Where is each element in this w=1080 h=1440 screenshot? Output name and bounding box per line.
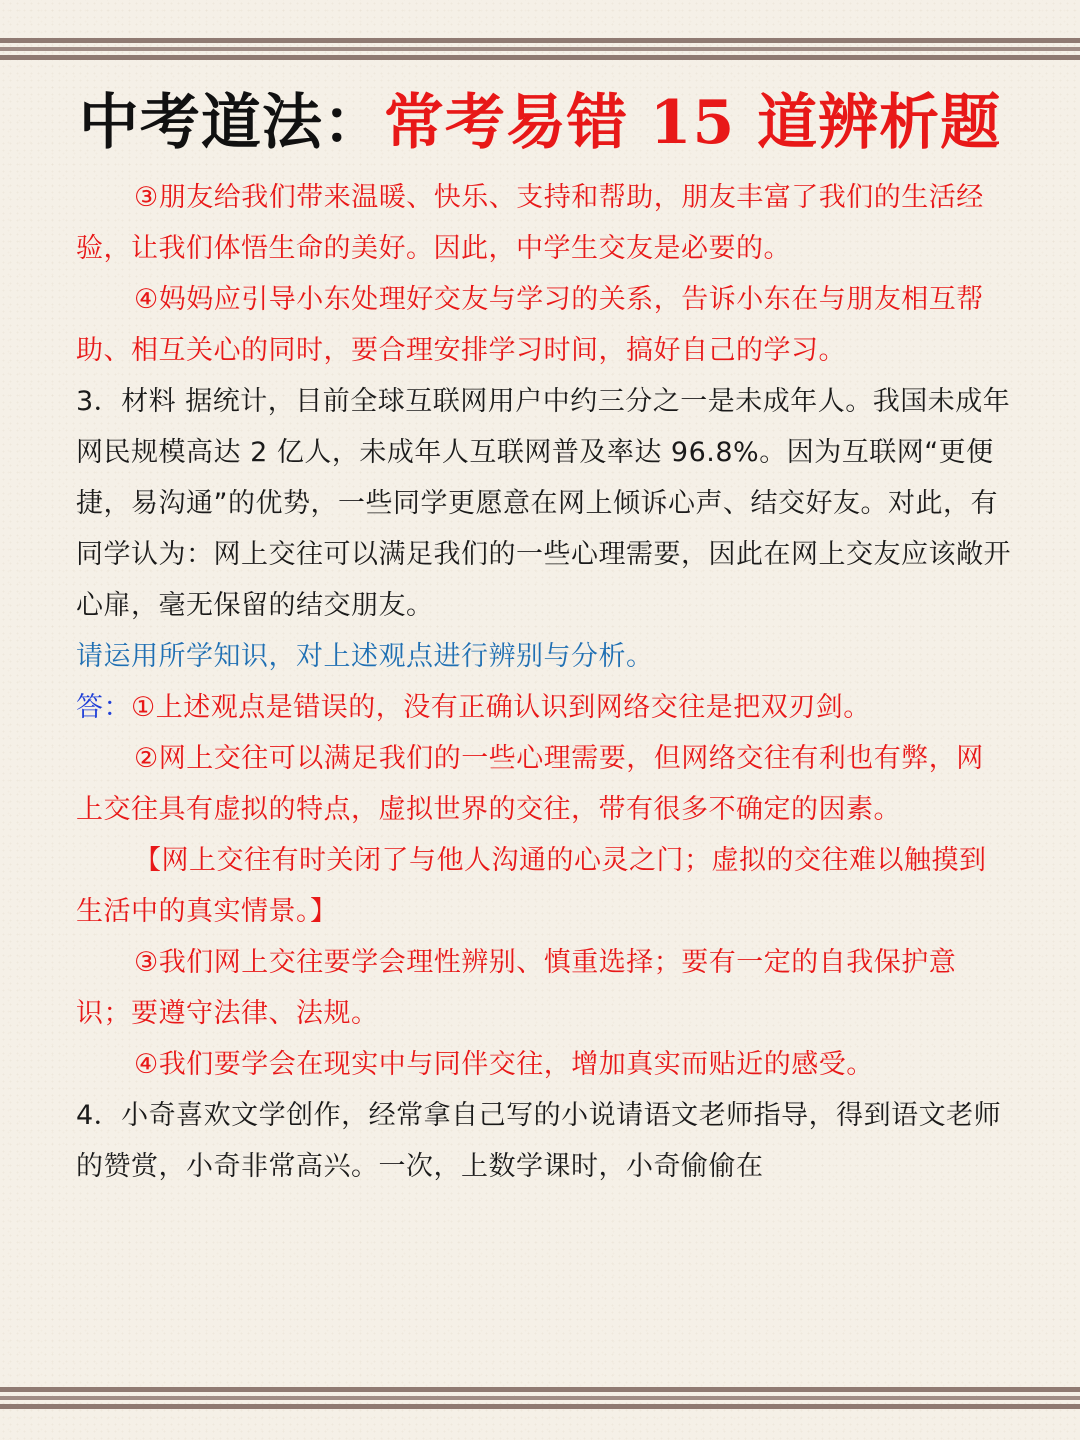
answer-point-1 [76,682,1011,733]
answer-point-3: ③我们网上交往要学会理性辨别、慎重选择；要有一定的自我保护意识；要遵守法律、法规。 [76,947,957,1029]
bottom-border [0,1387,1080,1411]
question-4-material: 4．小奇喜欢文学创作，经常拿自己写的小说请语文老师指导，得到语文老师的赞赏，小奇非常高兴。一次，上数学课时，小奇偷偷在 [76,1100,1002,1182]
question-3-material: 3．材料 据统计，目前全球互联网用户中约三分之一是未成年人。我国未成年网民规模高达 2 亿人，未成年人互联网普及率达 96.8%。因为互联网“更便捷，易沟通”的优势，一些同学更愿意在网上倾诉心声、结交好友。对此，有同学认为：网上交往可以满足我们的一些心理需要，因此在网上交友应该敞开心扉，毫无保留的结交朋友。 [76,386,1011,621]
question-3-prompt: 请运用所学知识，对上述观点进行辨别与分析。 [76,641,654,672]
content-body [76,172,1011,1192]
answer-point-2-note: 【网上交往有时关闭了与他人沟通的心灵之门；虚拟的交往难以触摸到生活中的真实情景。】 [76,845,987,927]
page-title [0,78,1080,168]
paragraph-point-3: ③朋友给我们带来温暖、快乐、支持和帮助，朋友丰富了我们的生活经验，让我们体悟生命的美好。因此，中学生交友是必要的。 [76,182,984,264]
paragraph-point-4: ④妈妈应引导小东处理好交友与学习的关系，告诉小东在与朋友相互帮助、相互关心的同时，要合理安排学习时间，搞好自己的学习。 [76,284,984,366]
answer-label: 答： [76,692,131,723]
answer-point-1-text: ①上述观点是错误的，没有正确认识到网络交往是把双刃剑。 [131,692,871,723]
top-border [0,38,1080,62]
answer-point-2: ②网上交往可以满足我们的一些心理需要，但网络交往有利也有弊，网上交往具有虚拟的特点，虚拟世界的交往，带有很多不确定的因素。 [76,743,984,825]
title-accent: 常考易错 15 道辨析题 [383,88,1002,158]
title-prefix: 中考道法： [78,88,384,158]
answer-point-4: ④我们要学会在现实中与同伴交往，增加真实而贴近的感受。 [134,1049,874,1080]
